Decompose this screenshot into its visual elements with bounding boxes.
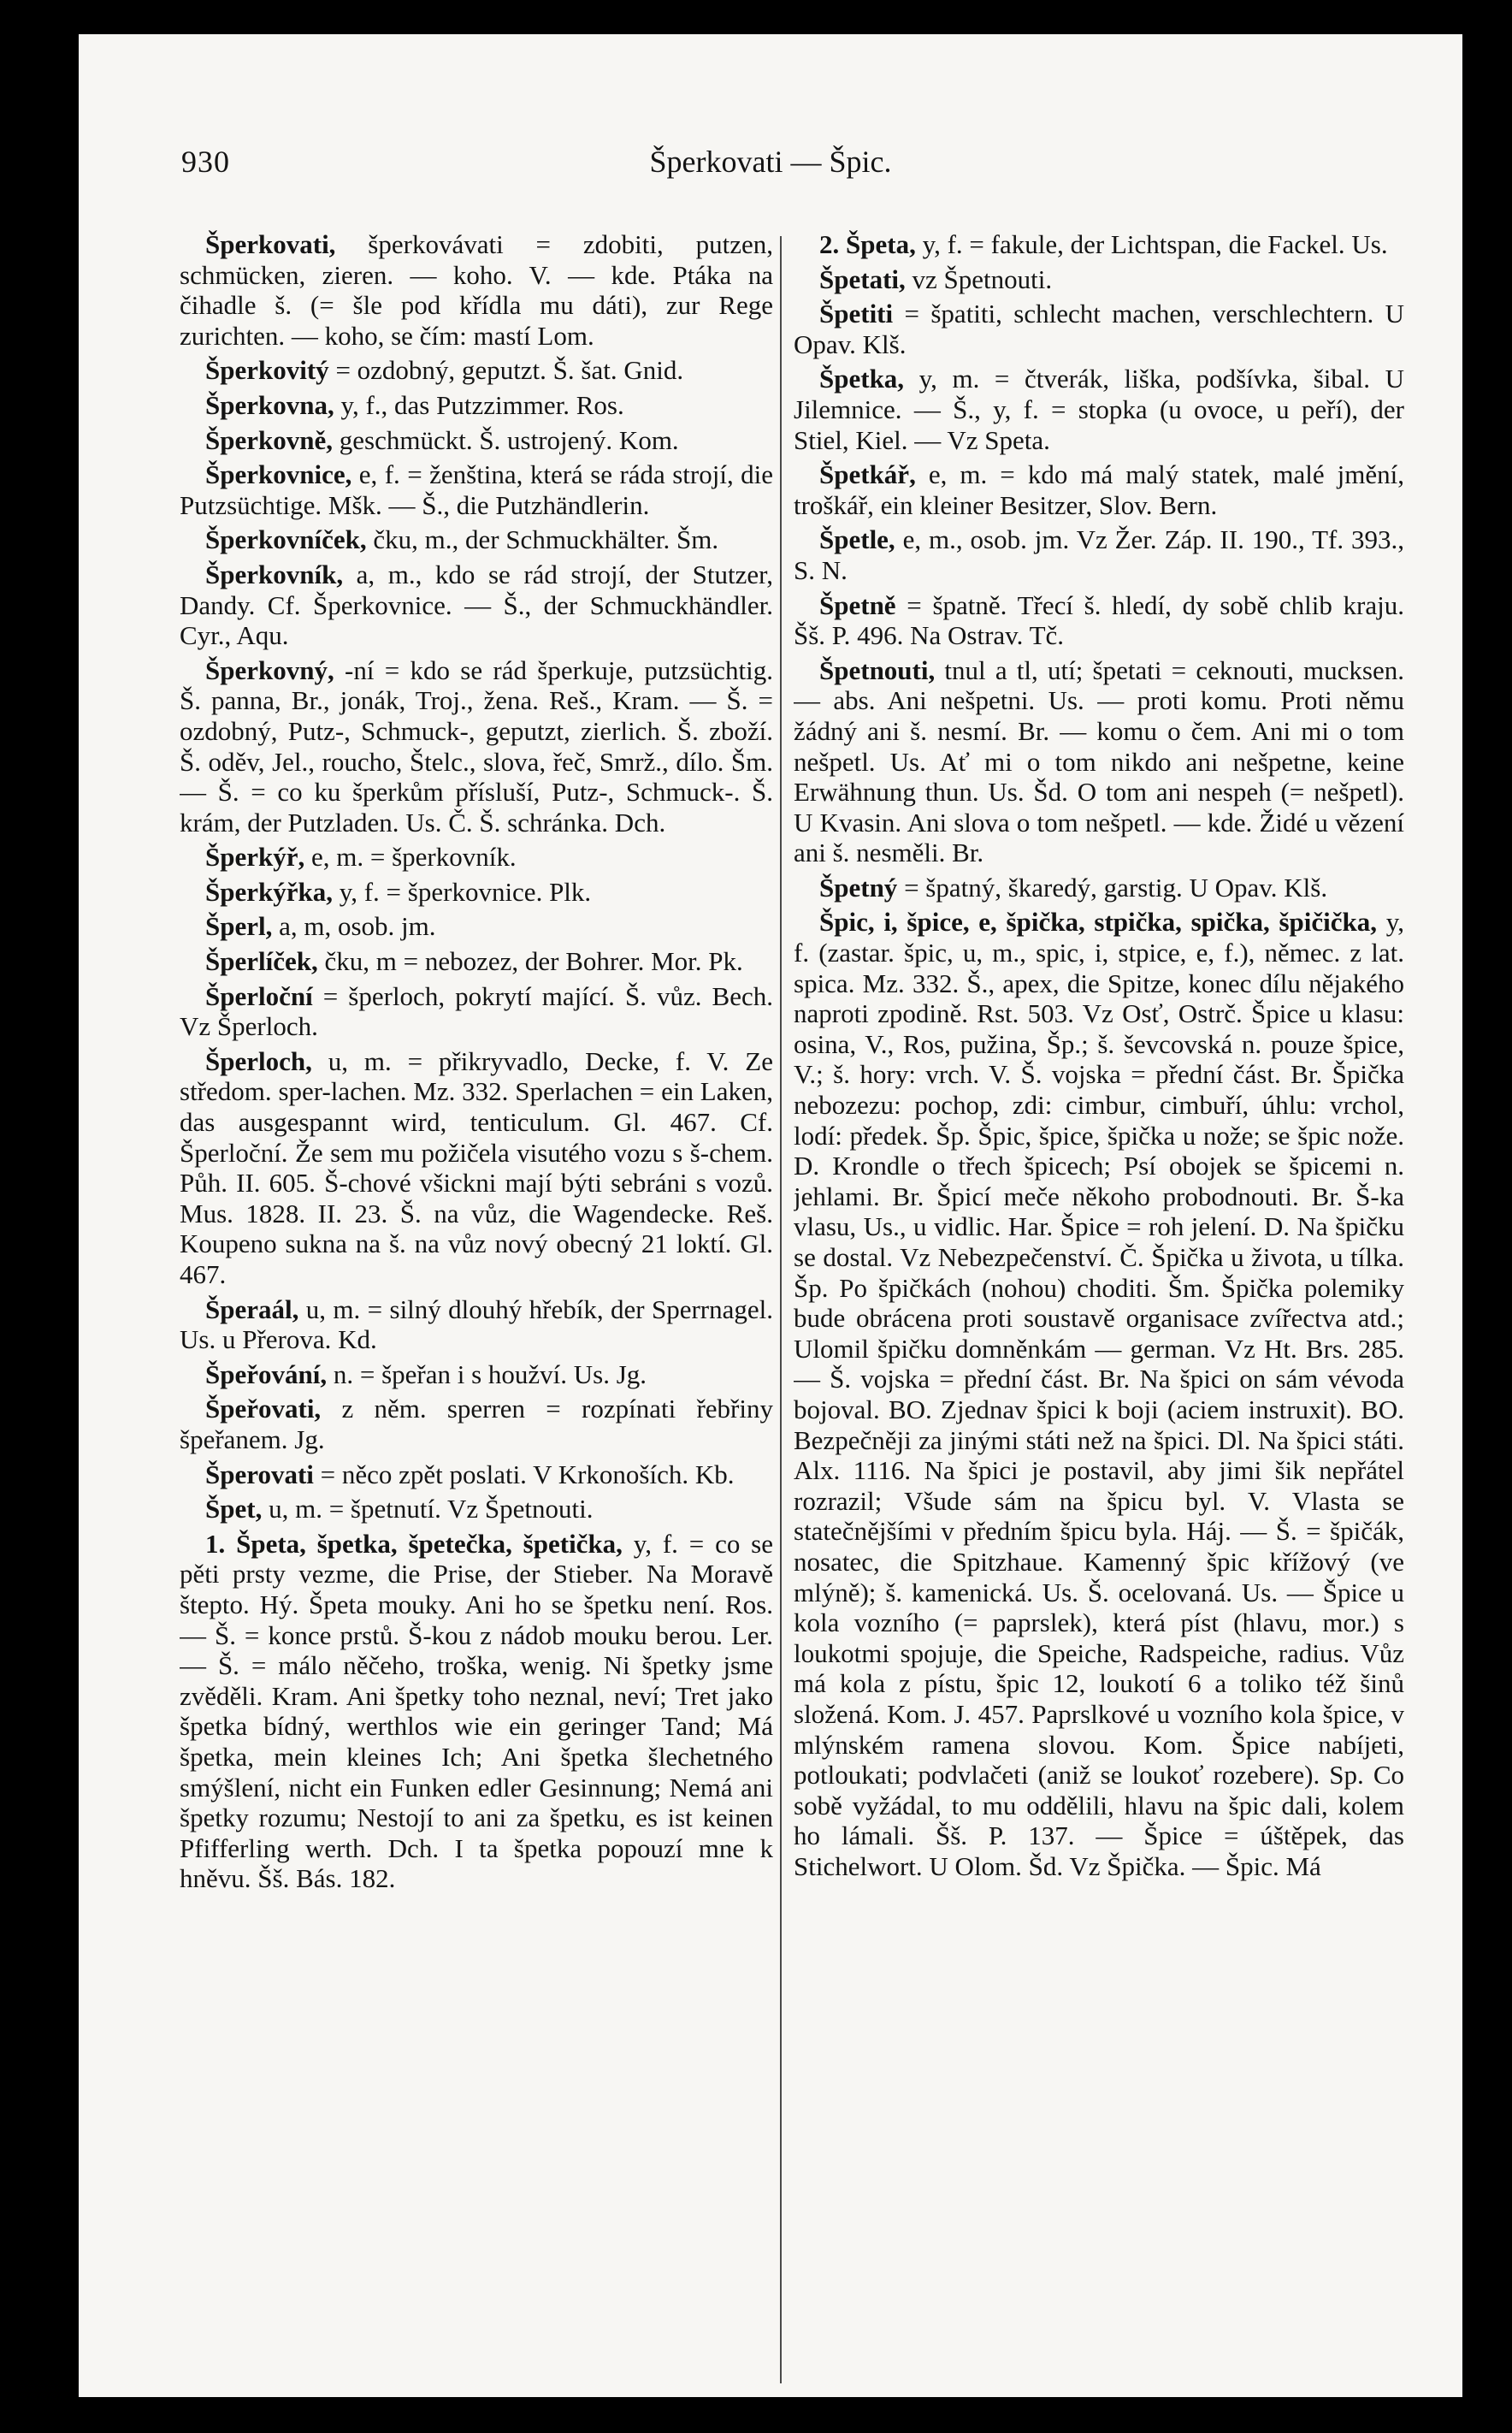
dictionary-entry (794, 264, 1404, 295)
entry-headword: Špetati, (819, 263, 906, 294)
entry-headword: Šperaál, (205, 1293, 299, 1324)
entry-headword: Šperl, (205, 911, 273, 942)
entry-definition: a, m, osob. jm. (272, 911, 436, 942)
entry-headword: Špetkář, (819, 459, 916, 490)
dictionary-entry (180, 229, 773, 351)
entry-definition: u, m. = silný dlouhý hřebík, der Sperrnagel. Us. u Přerova. Kd. (180, 1293, 773, 1355)
entry-definition: = něco zpět poslati. V Krkonoších. Kb. (313, 1459, 735, 1489)
entry-headword: Špetně (819, 589, 896, 620)
entry-definition: = ozdobný, geputzt. Š. šat. Gnid. (328, 355, 684, 386)
dictionary-entry (794, 229, 1404, 260)
dictionary-entry (794, 873, 1404, 903)
entry-headword: Šperovati (205, 1459, 314, 1489)
entry-definition: -ní = kdo se rád šperkuje, putzsüchtig. Š. panna, Br., jonák, Troj., žena. Reš., Kram. — Š. = ozdobný, Putz-, Schmuck-, geputzt, zierlich. Š. zboží. Š. oděv, Jel., roucho, Štelc., slova, řeč, Smrž., dílo. Šm. — Š. = co ku šperkům přísluší, Putz-, Schmuck-. Š. krám, der Putzladen. Us. Č. Š. schránka. Dch. (180, 654, 773, 838)
entry-headword: 2. Špeta, (819, 229, 916, 259)
dictionary-entry (180, 1359, 773, 1390)
dictionary-entry (180, 1394, 773, 1454)
dictionary-entry (794, 524, 1404, 585)
entry-headword: Špetný (819, 872, 898, 903)
dictionary-entry (180, 524, 773, 555)
entry-headword: Šperloch, (205, 1045, 312, 1076)
entry-definition: e, m. = kdo má malý statek, malé jmění, troškář, ein kleiner Besitzer, Slov. Bern. (794, 459, 1404, 520)
dictionary-entry (794, 299, 1404, 359)
dictionary-entry (180, 842, 773, 873)
entry-definition: e, m., osob. jm. Vz Žer. Záp. II. 190., Tf. 393., S. N. (794, 524, 1404, 585)
dictionary-entry (794, 590, 1404, 651)
entry-headword: Šperlíček, (205, 946, 318, 977)
dictionary-entry (180, 425, 773, 456)
right-column (794, 229, 1404, 2385)
entry-definition: šperkovávati = zdobiti, putzen, schmücken, zieren. — koho. V. — kde. Ptáka na čihadle š. (= šle pod křídla mu dáti), zur Rege zurichten. — koho, se čím: mastí Lom. (180, 229, 773, 351)
dictionary-entry (794, 907, 1404, 1881)
entry-definition: tnul a tl, utí; špetati = ceknouti, mucksen. — abs. Ani nešpetni. Us. — proti komu. Proti němu žádný ani š. nesmí. Br. — komu o čem. Ani mi o tom nešpetl. Us. Ať mi o tom nikdo ani nešpetne, keine Erwähnung thun. Us. Šd. O tom ani nespeh (= nešpetl). U Kvasin. Ani slova o tom nešpetl. — kde. Židé u vězení ani š. nesměli. Br. (794, 654, 1404, 868)
dictionary-entry (180, 981, 773, 1042)
entry-headword: Šperkovna, (205, 389, 334, 420)
entry-definition: e, f. = ženština, která se ráda strojí, die Putzsüchtige. Mšk. — Š., die Putzhändlerin. (180, 459, 773, 520)
dictionary-entry (794, 655, 1404, 868)
dictionary-page (79, 34, 1462, 2397)
entry-definition: y, f. = co se pěti prsty vezme, die Prise, der Stieber. Na Moravě štepto. Hý. Špeta mouky. Ani ho se špetku není. Ros. — Š. = konce prstů. Š-kou z nádob mouku berou. Ler. — Š. = málo něčeho, troška, wenig. Ni špetky jsme zvěděli. Kram. Ani špetky toho neznal, neví; Tret jako špetka bídný, werthlos wie ein geringer Tand; Má špetka, mein kleines Ich; Ani špetka šlechetného smýšlení, nicht ein Funken edler Gesinnung; Nemá ani špetky rozumu; Nestojí to ani za špetku, es ist keinen Pfifferling werth. Dch. I ta špetka popouzí mne k hněvu. Šš. Bás. 182. (180, 1528, 773, 1894)
dictionary-entry (180, 459, 773, 520)
dictionary-entry (180, 390, 773, 421)
entry-definition: e, m. = šperkovník. (304, 842, 517, 873)
entry-definition: geschmückt. Š. ustrojený. Kom. (333, 424, 679, 455)
entry-definition: y, f. (zastar. špic, u, m., spic, i, stpice, e, f.), němec. z lat. spica. Mz. 332. Š., apex, die Spitze, konec dílu nějakého naproti zpodině. Rst. 503. Vz Osť, Ostrč. Špice u klasu: osina, V., Ros, pužina, Šp.; š. ševcovská n. pouze špice, V.; š. hory: vrch. V. Š. vojska = přední část. Br. Špička nebozezu: pochop, zdi: cimbur, cimbuří, úhlu: vrchol, lodí: předek. Šp. Špic, špice, špička u nože; se špic nože. D. Krondle o třech špicech; Psí obojek se špicemi n. jehlami. Br. Špicí meče někoho probodnouti. Br. Š-ka vlasu, Us., u vidlic. Har. Špice = roh jelení. D. Na špičku se dostal. Vz Nebezpečenství. Č. Špička u života, u tílka. Šp. Po špičkách (nohou) choditi. Šm. Špička polemiky bude obrácena proti soustavě organisace zvířectva atd.; Ulomil špičku domněnkám — german. Vz Ht. Brs. 285. — Š. vojska = přední část. Br. Na špici on sám vévoda bojoval. BO. Zjednav špici k boji (aciem instruxit). BO. Bezpečněji za jinými státi než na špici. Dl. Na špici státi. Alx. 1116. Na špici je postavil, aby jimi šik nepřátel rozrazil; Všude sám na špicu byl. V. Vlasta se statečnějšími v předním špicu byla. Háj. — Š. = špičák, nosatec, die Spitzhaue. Kamenný špic křížový (ve mlýně); š. kamenická. Us. Š. ocelovaná. Us. — Špice u kola vozního (= paprslek), která píst (hlavu, mor.) s loukotmi spojuje, die Speiche, Radspeiche, radius. Vůz má kola z pístu, špic 12, loukotí 6 a toliko též šinů složená. Kom. J. 457. Paprslkové u vozního kola špice, v mlýnském ramena slovou. Kom. Špice nabíjeti, potloukati; podvlačeti (aniž se loukoť rozebere). Sp. Co sobě vyžádal, to mu oddělili, hlavu na špic dali, kolem ho lámali. Šš. P. 137. — Špice = úštěpek, das Stichelwort. U Olom. Šd. Vz Špička. — Špic. Má (794, 907, 1404, 1881)
entry-headword: Šperkýřka, (205, 876, 333, 907)
entry-headword: Špetnouti, (819, 654, 936, 685)
dictionary-entry (180, 877, 773, 908)
entry-definition: n. = špeřan i s houžví. Us. Jg. (327, 1359, 647, 1389)
dictionary-entry (180, 946, 773, 977)
running-title: Šperkovati — Špic. (649, 145, 892, 179)
entry-headword: Špetiti (819, 299, 894, 329)
dictionary-entry (180, 559, 773, 651)
entry-headword: 1. Špeta, špetka, špetečka, špetička, (205, 1528, 623, 1559)
entry-definition: čku, m., der Schmuckhälter. Šm. (366, 524, 719, 555)
dictionary-entry (180, 1294, 773, 1355)
entry-definition: u, m. = špetnutí. Vz Špetnouti. (262, 1494, 594, 1524)
dictionary-entry (794, 459, 1404, 520)
column-divider (780, 236, 782, 2383)
dictionary-entry (180, 655, 773, 838)
entry-definition: u, m. = přikryvadlo, Decke, f. V. Ze středom. sper-lachen. Mz. 332. Sperlachen = ein Laken, das ausgespannt wird, tenticulum. Gl. 467. Cf. Šperloční. Že sem mu požičela visutého vozu s š-chem. Půh. II. 605. Š-chové všickni mají býti sebráni s vozů. Mus. 1828. II. 23. Š. na vůz, die Wagendecke. Reš. Koupeno sukna na š. na vůz nový obecný 21 loktí. Gl. 467. (180, 1045, 773, 1289)
entry-definition: čku, m = nebozez, der Bohrer. Mor. Pk. (317, 946, 743, 977)
entry-headword: Šperkovně, (205, 424, 333, 455)
dictionary-entry (180, 911, 773, 942)
entry-headword: Šperkýř, (205, 842, 305, 873)
entry-headword: Špetle, (819, 524, 895, 555)
entry-definition: = špatně. Třecí š. hledí, dy sobě chlib kraju. Šš. P. 496. Na Ostrav. Tč. (794, 589, 1404, 651)
entry-headword: Špet, (205, 1494, 263, 1524)
dictionary-entry (180, 1459, 773, 1490)
entry-definition: vz Špetnouti. (905, 263, 1053, 294)
left-column (180, 229, 773, 2385)
entry-definition: y, f., das Putzzimmer. Ros. (334, 389, 624, 420)
entry-definition: y, f. = fakule, der Lichtspan, die Fackel. Us. (915, 229, 1388, 259)
entry-definition: = šperloch, pokrytí mající. Š. vůz. Bech. Vz Šperloch. (180, 980, 773, 1042)
entry-headword: Šperkovnice, (205, 459, 352, 490)
dictionary-entry (180, 1046, 773, 1290)
entry-definition: = špatiti, schlecht machen, verschlechtern. U Opav. Klš. (794, 299, 1404, 359)
entry-headword: Šperkovati, (205, 229, 336, 259)
entry-definition: = špatný, škaredý, garstig. U Opav. Klš. (897, 872, 1328, 903)
entry-definition: y, m. = čtverák, liška, podšívka, šibal. U Jilemnice. — Š., y, f. = stopka (u ovoce, u peří), der Stiel, Kiel. — Vz Speta. (794, 364, 1404, 455)
entry-definition: y, f. = šperkovnice. Plk. (333, 876, 592, 907)
dictionary-entry (180, 1494, 773, 1524)
dictionary-entry (180, 1529, 773, 1894)
page-number: 930 (181, 145, 230, 179)
entry-headword: Šperkovný, (205, 654, 334, 685)
entry-headword: Špeřování, (205, 1359, 328, 1389)
entry-headword: Špeřovati, (205, 1394, 322, 1424)
dictionary-entry (180, 355, 773, 386)
entry-headword: Šperkovníček, (205, 524, 367, 555)
entry-definition: z něm. sperren = rozpínati řebřiny špeřanem. Jg. (180, 1394, 773, 1454)
entry-headword: Špic, i, špice, e, špička, stpička, spička, špičička, (819, 907, 1378, 938)
entry-headword: Šperkovník, (205, 559, 344, 589)
entry-headword: Šperloční (205, 980, 313, 1011)
entry-definition: a, m., kdo se rád strojí, der Stutzer, Dandy. Cf. Šperkovnice. — Š., der Schmuckhändler. Cyr., Aqu. (180, 559, 773, 651)
entry-headword: Špetka, (819, 364, 905, 394)
dictionary-entry (794, 364, 1404, 455)
entry-headword: Šperkovitý (205, 355, 329, 386)
